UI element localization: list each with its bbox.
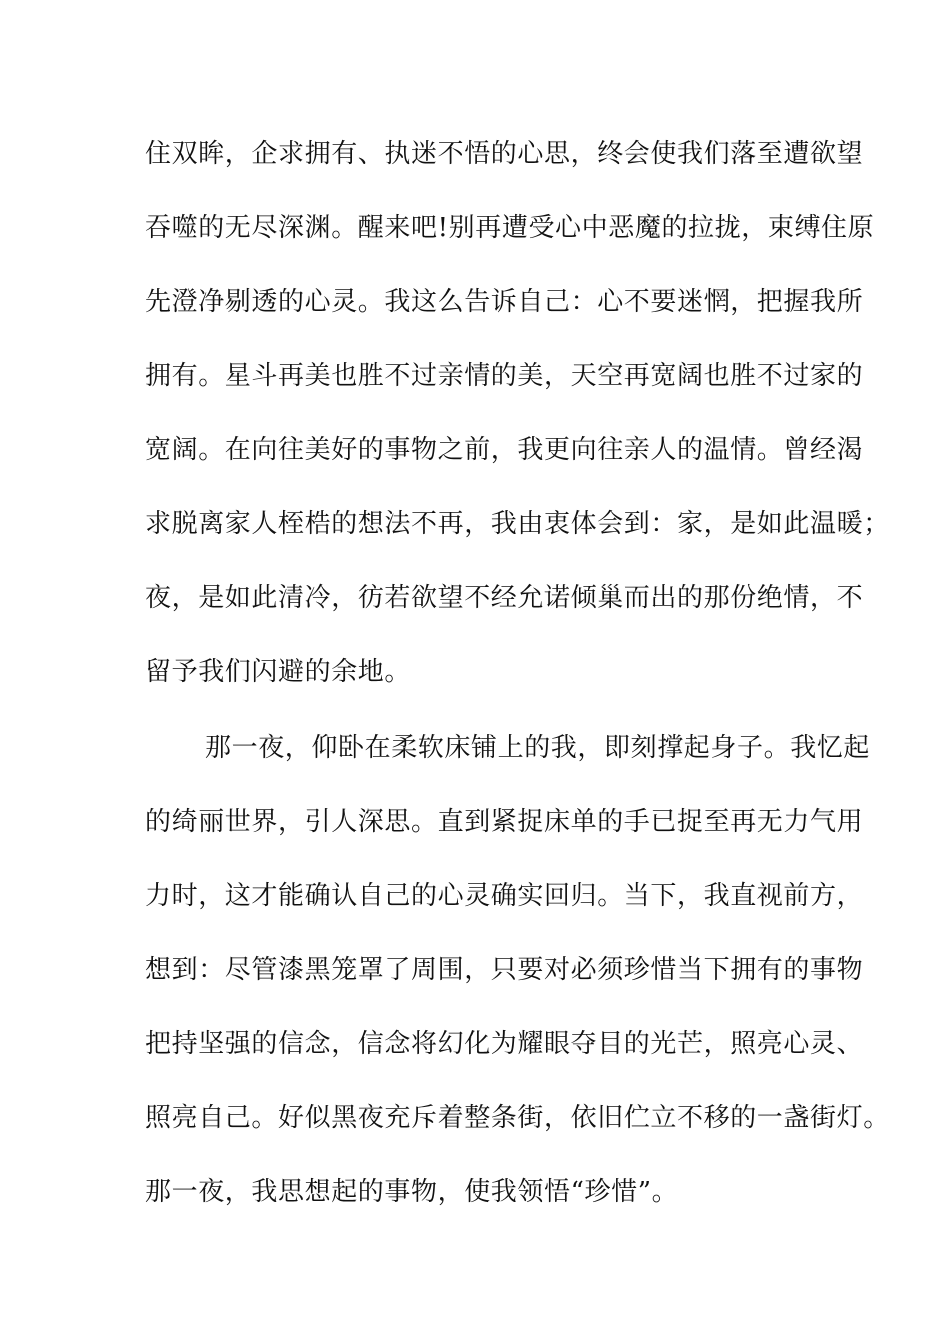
paragraph-line: 夜，是如此清冷，彷若欲望不经允诺倾巢而出的那份绝情，不	[145, 583, 864, 613]
paragraph-line: 的绮丽世界，引人深思。直到紧捉床单的手已捉至再无力气用	[145, 807, 864, 837]
paragraph-line: 求脱离家人桎梏的想法不再，我由衷体会到：家，是如此温暖；	[145, 509, 890, 539]
paragraph-line: 照亮自己。好似黑夜充斥着整条街，依旧伫立不移的一盏街灯。	[145, 1103, 890, 1133]
paragraph-line: 拥有。星斗再美也胜不过亲情的美，天空再宽阔也胜不过家的	[145, 361, 864, 391]
paragraph-line: 想到：尽管漆黑笼罩了周围，只要对必须珍惜当下拥有的事物	[145, 955, 864, 985]
paragraph-line: 宽阔。在向往美好的事物之前，我更向往亲人的温情。曾经渴	[145, 435, 864, 465]
paragraph-line: 吞噬的无尽深渊。醒来吧!别再遭受心中恶魔的拉拢，束缚住原	[145, 213, 875, 243]
paragraph-line: 留予我们闪避的余地。	[145, 657, 412, 687]
paragraph-line: 力时，这才能确认自己的心灵确实回归。当下，我直视前方，	[145, 881, 864, 911]
paragraph-line: 那一夜，仰卧在柔软床铺上的我，即刻撑起身子。我忆起	[205, 733, 871, 763]
paragraph-line: 把持坚强的信念，信念将幻化为耀眼夺目的光芒，照亮心灵、	[145, 1029, 864, 1059]
paragraph-line: 住双眸，企求拥有、执迷不悟的心思，终会使我们落至遭欲望	[145, 139, 864, 169]
paragraph-line: 先澄净剔透的心灵。我这么告诉自己：心不要迷惘，把握我所	[145, 287, 864, 317]
paragraph-line: 那一夜，我思想起的事物，使我领悟“珍惜”。	[145, 1177, 679, 1207]
